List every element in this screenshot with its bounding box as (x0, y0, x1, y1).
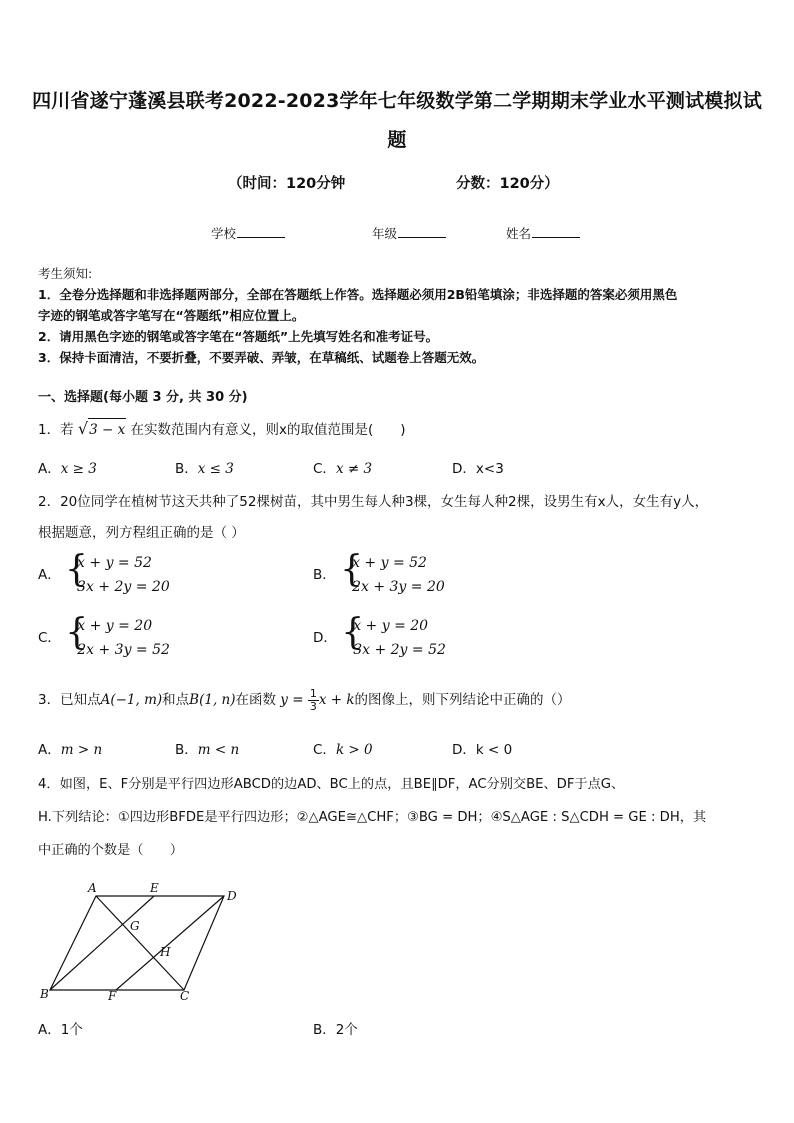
q3-point-b: B(1, n) (189, 692, 236, 708)
q2-d-eq1: x + y = 20 (353, 618, 429, 634)
notice-item-2: 2．请用黑色字迹的钢笔或答字笔在“答题纸”上先填写姓名和准考证号。 (38, 329, 439, 344)
label-h: H (160, 945, 171, 959)
label-c: C (180, 989, 190, 1000)
brace-icon: { (65, 612, 89, 653)
q3-post: 的图像上，则下列结论中正确的（） (354, 692, 571, 708)
q2-option-c (38, 614, 170, 662)
q3-frac-den: 3 (309, 699, 317, 713)
name-field (506, 224, 580, 242)
q1-b-value: x ≤ 3 (197, 461, 234, 477)
q2-c-eq2: 2x + 3y = 52 (77, 642, 170, 658)
q1-c-label: C． (313, 461, 336, 477)
q2-b-system (340, 551, 445, 599)
q1-a-value: x ≥ 3 (60, 461, 97, 477)
question-4 (38, 768, 760, 867)
q2-a-label: A． (38, 567, 61, 583)
q1-a-label: A． (38, 461, 61, 477)
q2-option-a (38, 551, 170, 599)
brace-icon: { (340, 549, 363, 590)
label-g: G (130, 919, 140, 933)
grade-label: 年级 (372, 226, 398, 241)
q1-radicand: 3 − x (88, 418, 126, 441)
q1-option-a (38, 457, 97, 477)
school-field (211, 224, 285, 242)
exam-time: （时间：120分钟 (228, 176, 346, 192)
q2-b-eq2: 2x + 3y = 20 (352, 579, 445, 595)
q4-line3: 中正确的个数是（ ） (38, 843, 184, 858)
parallelogram-outline (50, 896, 224, 990)
q2-option-d (313, 614, 446, 662)
q3-a-label: A． (38, 742, 61, 758)
q1-post: 在实数范围内有意义，则x的取值范围是( ) (130, 422, 406, 438)
question-3 (38, 686, 760, 714)
label-e: E (150, 881, 159, 895)
q2-d-eq2: 3x + 2y = 52 (353, 642, 446, 658)
q3-b-label: B． (175, 742, 198, 758)
school-blank (237, 225, 285, 238)
q3-b-value: m < n (197, 742, 240, 758)
q2-a-eq2: 3x + 2y = 20 (77, 579, 170, 595)
question-2 (38, 487, 760, 549)
q3-fn-y: y = (280, 692, 304, 708)
q2-b-label: B． (313, 567, 336, 583)
q3-mid2: 在函数 (235, 692, 276, 708)
label-b: B (40, 987, 49, 1000)
exam-score: 分数：120分） (456, 176, 559, 192)
q2-c-system (65, 614, 170, 662)
brace-icon: { (65, 549, 88, 590)
notice-item-1a: 1．全卷分选择题和非选择题两部分，全部在答题纸上作答。选择题必须用2B铅笔填涂；非选择题的答案必须用黑色 (38, 287, 678, 302)
name-label: 姓名 (506, 226, 532, 241)
label-a: A (88, 881, 97, 895)
q2-b-eq1: x + y = 52 (352, 555, 427, 571)
q3-option-b (175, 738, 239, 758)
q2-d-system (341, 614, 446, 662)
q3-c-value: k > 0 (335, 742, 373, 758)
q2-line2: 根据题意，列方程组正确的是（ ） (38, 525, 245, 541)
q3-a-value: m > n (60, 742, 103, 758)
school-label: 学校 (211, 226, 237, 241)
exam-title-line1: 四川省遂宁蓬溪县联考2022-2023学年七年级数学第二学期期末学业水平测试模拟试 (32, 90, 762, 112)
q4-line1: 4．如图，E、F分别是平行四边形ABCD的边AD、BC上的点，且BE∥DF，AC分别交BE、DF于点G、 (38, 777, 625, 792)
q2-a-eq1: x + y = 52 (77, 555, 152, 571)
segment-be (50, 896, 154, 990)
q1-option-c (313, 457, 372, 477)
q2-c-label: C． (38, 630, 61, 646)
section-heading: 一、选择题(每小题 3 分, 共 30 分) (38, 390, 248, 405)
q3-point-a: A(−1, m) (100, 692, 163, 708)
q4-line2: H.下列结论：①四边形BFDE是平行四边形；②△AGE≅△CHF；③BG = DH；④S△AGE : S△CDH = GE : DH，其 (38, 810, 707, 825)
q1-option-b (175, 457, 234, 477)
q2-a-system (65, 551, 170, 599)
grade-field (372, 224, 446, 242)
sqrt-sign: √ (77, 419, 89, 438)
q4-option-a: A．1个 (38, 1022, 83, 1038)
q4-option-b: B．2个 (313, 1022, 358, 1038)
parallelogram-figure (36, 880, 246, 1000)
q3-c-label: C． (313, 742, 336, 758)
q1-option-d: D．x<3 (452, 461, 504, 477)
q2-line1: 2．20位同学在植树节这天共种了52棵树苗，其中男生每人种3棵，女生每人种2棵，设男生有x人，女生有y人， (38, 494, 709, 510)
grade-blank (398, 225, 446, 238)
notice-item-3: 3．保持卡面清洁，不要折叠，不要弄破、弄皱，在草稿纸、试题卷上答题无效。 (38, 350, 485, 365)
notice-heading: 考生须知: (38, 266, 93, 281)
q3-mid1: 和点 (162, 692, 190, 708)
exam-title-line2: 题 (387, 129, 407, 151)
q3-frac-num: 1 (309, 686, 317, 700)
q3-option-c (313, 738, 373, 758)
notice-item-1b: 字迹的钢笔或答字笔写在“答题纸”相应位置上。 (38, 308, 305, 323)
q2-c-eq1: x + y = 20 (77, 618, 153, 634)
label-f: F (108, 989, 117, 1000)
q2-d-label: D． (313, 630, 337, 646)
brace-icon: { (341, 612, 365, 653)
q1-pre: 1．若 (38, 422, 74, 438)
q1-c-value: x ≠ 3 (335, 461, 373, 477)
q3-pre: 3．已知点 (38, 692, 101, 708)
q3-option-d: D．k < 0 (452, 742, 513, 758)
exam-notice (38, 263, 758, 368)
name-blank (532, 225, 580, 238)
label-d: D (227, 889, 237, 903)
q1-b-label: B． (175, 461, 198, 477)
q2-option-b (313, 551, 445, 599)
q3-fraction (308, 688, 319, 713)
question-1 (38, 418, 760, 441)
q3-option-a (38, 738, 102, 758)
q3-fn-rest: x + k (318, 692, 355, 708)
